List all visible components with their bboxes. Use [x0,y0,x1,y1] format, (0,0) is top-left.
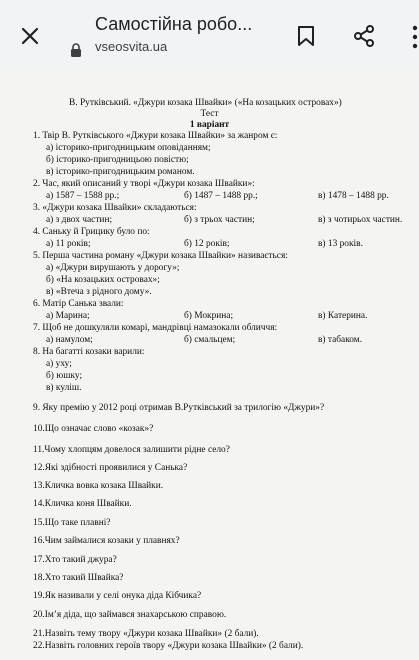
question-19: 19.Як називали у селі онука діда Кібчика? [33,591,202,601]
question-7: 7. Щоб не дошкуляли комарі, мандрівці намазокали обличчя: [33,323,278,333]
answer-option: в) «Втеча з рідного дому». [46,287,152,297]
answer-option: а) 1587 – 1588 рр.; [46,191,120,201]
question-5: 5. Перша частина роману «Джури козака Швайки» називається: [33,251,288,261]
answer-option: а) 11 років; [46,239,91,249]
question-15: 15.Що таке плавні? [33,518,111,528]
browser-toolbar [0,0,419,71]
answer-option: в) Катерина. [318,311,368,321]
answer-option: в) 13 років. [318,239,363,249]
answer-option: в) історико-пригодницьким романом. [46,167,195,177]
answer-option: а) історико-пригодницьким оповіданням; [46,143,211,153]
question-6: 6. Матір Санька звали: [33,299,124,309]
question-20: 20.Ім’я діда, що займався знахарською справою. [33,610,227,620]
answer-option: а) Марина; [46,311,90,321]
question-17: 17.Хто такий джура? [33,555,117,565]
question-8: 8. На багатті козаки варили: [33,347,145,357]
answer-option: в) 1478 – 1488 рр. [318,191,389,201]
question-21: 21.Назвіть тему твору «Джури козака Швайки» (2 бали). [33,629,259,639]
answer-option: б) 1487 – 1488 рр.; [184,191,258,201]
answer-option: б) з трьох частин; [184,215,255,225]
answer-option: в) табаком. [318,335,363,345]
document-page [0,70,419,660]
answer-option: б) смальцем; [184,335,236,345]
question-2: 2. Час, який описаний у творі «Джури козака Швайки»: [33,179,255,189]
question-9: 9. Яку премію у 2012 році отримав В.Рутківський за трилогію «Джури»? [33,403,325,413]
share-icon[interactable] [350,22,378,50]
question-12: 12.Які здібності проявилися у Санька? [33,463,188,473]
doc-header: В. Рутківський. «Джури козака Швайки» («На козацьких островах») [69,98,342,108]
question-14: 14.Кличка коня Швайки. [33,499,132,509]
answer-option: б) 12 років; [184,239,230,249]
answer-option: б) юшку; [46,371,83,381]
answer-option: а) намулом; [46,335,93,345]
answer-option: в) з чотирьох частин. [318,215,403,225]
question-4: 4. Саньку й Грицику було по: [33,227,150,237]
question-16: 16.Чим займалися козаки у плавнях? [33,536,180,546]
answer-option: а) «Джури вирушають у дорогу»; [46,263,180,273]
answer-option: а) уху; [46,359,72,369]
question-11: 11.Чому хлопцям довелося залишити рідне село? [33,445,230,455]
doc-variant: 1 варіант [189,120,230,130]
close-icon[interactable] [14,20,46,52]
more-icon[interactable] [406,24,419,50]
answer-option: а) з двох частин; [46,215,113,225]
answer-option: б) історико-пригодницьою повістю; [46,155,189,165]
question-3: 3. «Джури козака Швайки» складаються: [33,203,197,213]
lock-icon [70,43,82,57]
bookmark-icon[interactable] [292,22,320,50]
answer-option: б) «На козацьких островах»; [46,275,160,285]
question-10: 10.Що означає слово «козак»? [33,424,154,434]
url-label[interactable]: vseosvita.ua [95,39,168,54]
question-13: 13.Кличка вовка козака Швайки. [33,481,164,491]
question-22: 22.Назвіть головних героїв твору «Джури козака Швайки» (2 бали). [33,641,304,651]
question-18: 18.Хто такий Швайка? [33,573,124,583]
page-title: Самостійна робо... [95,14,253,34]
question-1: 1. Твір В. Рутківського «Джури козака Швайки» за жанром є: [33,131,278,141]
answer-option: в) куліш. [46,383,82,393]
doc-subheader: Тест [200,109,219,119]
answer-option: б) Мокрина; [184,311,234,321]
